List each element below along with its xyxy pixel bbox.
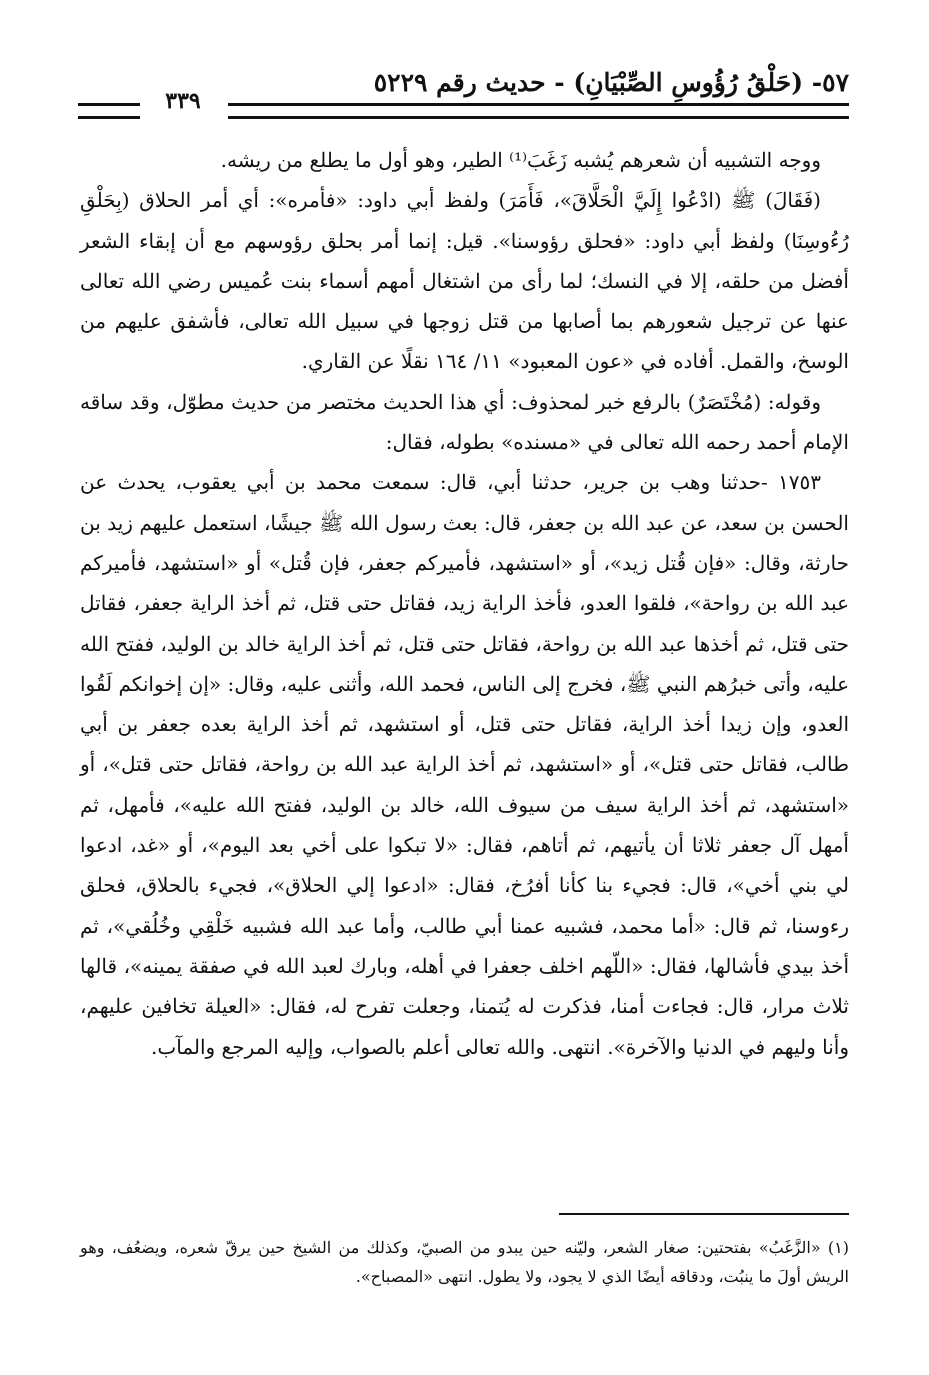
footnote-separator — [559, 1213, 849, 1215]
page-number: ٣٣٩ — [165, 88, 201, 114]
paragraph-1: ووجه التشبيه أن شعرهم يُشبه زَغَبَ⁽¹⁾ الطير، وهو أول ما يطلع من ريشه. — [220, 148, 821, 172]
header-rule-right — [228, 103, 849, 119]
paragraph-2: (فَقَالَ) ﷺ (ادْعُوا إِلَيَّ الْحَلَّاقَ»، فَأَمَرَ) ولفظ أبي داود: «فأمره»: أي أمر الحلاق (بِحَلْقِ رُءُوسِنَا) ولفظ أبي داود: «فحلق رؤوسنا». قيل: إنما أمر بحلق رؤوسهم مع أن إبقاء الشعر أفضل من حلقه، إلا في النسك؛ لما رأى من اشتغال أمهم أسماء بنت عُميس رضي الله تعالى عنها عن ترجيل شعورهم بما أصابها من قتل زوجها في سبيل الله تعالى، فأشفق عليهم من الوسخ، والقمل. أفاده في «عون المعبود» ١١/ ١٦٤ نقلًا عن القاري. — [80, 188, 849, 374]
main-text — [80, 140, 849, 1067]
header-rule-left — [78, 103, 140, 119]
running-header-title: ٥٧- (حَلْقُ رُؤُوسِ الصِّبْيَانِ) - حديث رقم ٥٢٢٩ — [373, 68, 849, 97]
paragraph-3: وقوله: (مُخْتَصَرٌ) بالرفع خبر لمحذوف: أي هذا الحديث مختصر من حديث مطوّل، وقد ساقه الإمام أحمد رحمه الله تعالى في «مسنده» بطوله، فقال: — [80, 389, 849, 455]
footnote — [80, 1233, 849, 1291]
paragraph-4-hadith: ١٧٥٣ -حدثنا وهب بن جرير، حدثنا أبي، قال: سمعت محمد بن أبي يعقوب، يحدث عن الحسن بن سعد، عن عبد الله بن جعفر، قال: بعث رسول الله ﷺ جيشًا، استعمل عليهم زيد بن حارثة، وقال: «فإن قُتل زيد»، أو «استشهد، فأميركم جعفر، فإن قُتل» أو «استشهد، فأميركم عبد الله بن رواحة»، فلقوا العدو، فأخذ الراية زيد، فقاتل حتى قتل، ثم أخذ الراية جعفر، فقاتل حتى قتل، ثم أخذها عبد الله بن رواحة، فقاتل حتى قتل، ثم أخذ الراية خالد بن الوليد، ففتح الله عليه، وأتى خبرُهم النبي ﷺ، فخرج إلى الناس، فحمد الله، وأثنى عليه، وقال: «إن إخوانكم لَقُوا العدو، وإن زيدا أخذ الراية، فقاتل حتى قتل، أو استشهد، ثم أخذ الراية بعده جعفر بن أبي طالب، فقاتل حتى قتل»، أو «استشهد، ثم أخذ الراية عبد الله بن رواحة، فقاتل حتى قتل»، أو «استشهد، ثم أخذ الراية سيف من سيوف الله، خالد بن الوليد، ففتح الله عليه»، فأمهل، ثم أمهل آل جعفر ثلاثا أن يأتيهم، ثم أتاهم، فقال: «لا تبكوا على أخي بعد اليوم»، أو «غد، ادعوا لي بني أخي»، قال: فجيء بنا كأنا أفرُخ، فقال: «ادعوا إلي الحلاق»، فجيء بالحلاق، فحلق رءوسنا، ثم قال: «أما محمد، فشبيه عمنا أبي طالب، وأما عبد الله فشبيه خَلْقِي وخُلُقي»، ثم أخذ بيدي فأشالها، فقال: «اللّهم اخلف جعفرا في أهله، وبارك لعبد الله في صفقة يمينه»، قالها ثلاث مرار، قال: فجاءت أمنا، فذكرت له يُتمنا، وجعلت تفرح له، فقال: «العيلة تخافين عليهم، وأنا وليهم في الدنيا والآخرة». انتهى. والله تعالى أعلم بالصواب، وإليه المرجع والمآب. — [80, 470, 849, 1059]
footnote-text: (١) «الزَّغَبُ» بفتحتين: صغار الشعر، وليّنه حين يبدو من الصبيّ، وكذلك من الشيخ حين يرقّ شعره، ويضعُف، وهو الريش أولَ ما ينبُت، ودقاقه أيضًا الذي لا يجود، ولا يطول. انتهى «المصباح». — [80, 1238, 849, 1286]
